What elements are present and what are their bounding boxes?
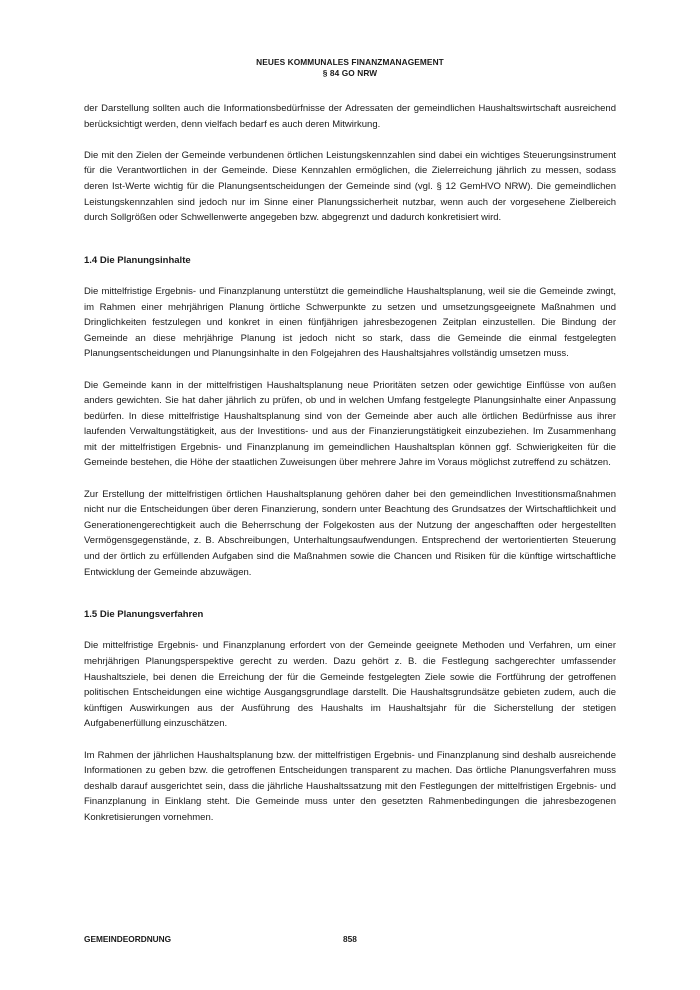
footer-title: GEMEINDEORDNUNG bbox=[84, 934, 172, 944]
section-heading-1-4: 1.4 Die Planungsinhalte bbox=[84, 254, 191, 266]
paragraph: Zur Erstellung der mittelfristigen örtlichen Haushaltsplanung gehören daher bei den gemeindlichen Investitionsmaßnahmen nicht nur die Entscheidungen über deren Finanzierung, sondern unter Beachtung des Grundsatzes der Wirtschaftlichkeit und Generationengerechtigkeit auch die Beherrschung der Folgekosten aus der Nutzung der angeschafften oder hergestellten Vermögensgegenstände, z. B. Abschreibungen, Unterhaltungsaufwendungen. Entsprechend der wertorientierten Steuerung und der örtlich zu erfüllenden Aufgaben sind die Maßnahmen sowie die Chancen und Risiken für die künftige wirtschaftliche Entwicklung der Gemeinde abzuwägen. bbox=[84, 488, 616, 578]
page-number: 858 bbox=[343, 934, 357, 944]
page-header bbox=[0, 57, 700, 78]
paragraph: der Darstellung sollten auch die Informationsbedürfnisse der Adressaten der gemeindlichen Haushaltswirtschaft ausreichend berücksichtigt werden, denn vielfach bedarf es auch deren Mitwirkung. bbox=[84, 103, 616, 130]
paragraph: Die mit den Zielen der Gemeinde verbundenen örtlichen Leistungskennzahlen sind dabei ein wichtiges Steuerungsinstrument für die Verantwortlichen in der Gemeinde. Diese Kennzahlen ermöglichen, die Zielerreichung jährlich zu messen, sodass deren Ist-Werte wichtig für die Planungsentscheidungen der Gemeinde sind (vgl. § 12 GemHVO NRW). Die gemeindlichen Leistungskennzahlen sind jedoch nur im Sinne einer Planungssicherheit nutzbar, wenn auch der vorgesehene Zielbereich durch Sollgrößen oder Schwellenwerte angegeben bzw. abgegrenzt und dadurch konkretisiert wird. bbox=[84, 149, 616, 224]
paragraph: Die Gemeinde kann in der mittelfristigen Haushaltsplanung neue Prioritäten setzen oder gewichtige Einflüsse von außen anders gewichten. Sie hat daher jährlich zu prüfen, ob und in welchen Umfang festgelegte Planungsinhalte einer Anpassung bedürfen. In diese mittelfristige Haushaltsplanung sind von der Gemeinde aber auch alle örtlichen Bedürfnisse aus ihrer laufenden Verwaltungstätigkeit, aus der Investitions- und aus der Finanzierungstätigkeit einzubeziehen. Im Zusammenhang mit der mittelfristigen Ergebnis- und Finanzplanung im gemeindlichen Haushaltsplan können ggf. Schwierigkeiten für die Gemeinde bestehen, die Höhe der staatlichen Zuweisungen über mehrere Jahre im Voraus möglichst zutreffend zu schätzen. bbox=[84, 379, 616, 469]
paragraph: Die mittelfristige Ergebnis- und Finanzplanung unterstützt die gemeindliche Haushaltsplanung, weil sie die Gemeinde zwingt, im Rahmen einer mehrjährigen Planung örtliche Schwerpunkte zu setzen und umsetzungsgeeignete Maßnahmen und Dringlichkeiten festzulegen und konkret in einen fünfjährigen jahresbezogenen Zeitplan einzustellen. Die Bindung der Gemeinde an diese mehrjährige Planung ist jedoch nicht so stark, dass die Gemeinde die einmal festgelegten Planungsentscheidungen und Planungsinhalte in den Folgejahren des Haushaltsjahres vollständig umsetzen muss. bbox=[84, 285, 616, 360]
header-section: § 84 GO NRW bbox=[322, 67, 378, 78]
header-title: NEUES KOMMUNALES FINANZMANAGEMENT bbox=[256, 57, 444, 67]
paragraph: Im Rahmen der jährlichen Haushaltsplanung bzw. der mittelfristigen Ergebnis- und Finanzplanung sind deshalb ausreichende Informationen zu geben bzw. die getroffenen Entscheidungen transparent zu machen. Das örtliche Planungsverfahren muss deshalb darauf ausgerichtet sein, dass die jährliche Haushaltssatzung mit den Festlegungen der mittelfristigen Ergebnis- und Finanzplanung in Einklang steht. Die Gemeinde muss unter den gesetzten Rahmenbedingungen die jahresbezogenen Konkretisierungen vornehmen. bbox=[84, 749, 616, 823]
paragraph: Die mittelfristige Ergebnis- und Finanzplanung erfordert von der Gemeinde geeignete Methoden und Verfahren, um einer mehrjährigen Planungsperspektive gerecht zu werden. Dazu gehört z. B. die Festlegung sachgerechter umfassender Haushaltsziele, bei denen die Erreichung der für die Gemeinde festgelegten Ziele sowie die Fortführung der getroffenen politischen Entscheidungen eine wichtige Ausgangsgrundlage darstellt. Die Haushaltsgrundsätze gebieten zudem, auch die künftigen Auswirkungen aus der Ausführung des Haushalts im Haushaltsjahr für die Sicherstellung der stetigen Aufgabenerfüllung einzuschätzen. bbox=[84, 640, 616, 730]
section-heading-1-5: 1.5 Die Planungsverfahren bbox=[84, 609, 204, 621]
page-body bbox=[84, 101, 616, 826]
page-footer bbox=[84, 934, 616, 946]
